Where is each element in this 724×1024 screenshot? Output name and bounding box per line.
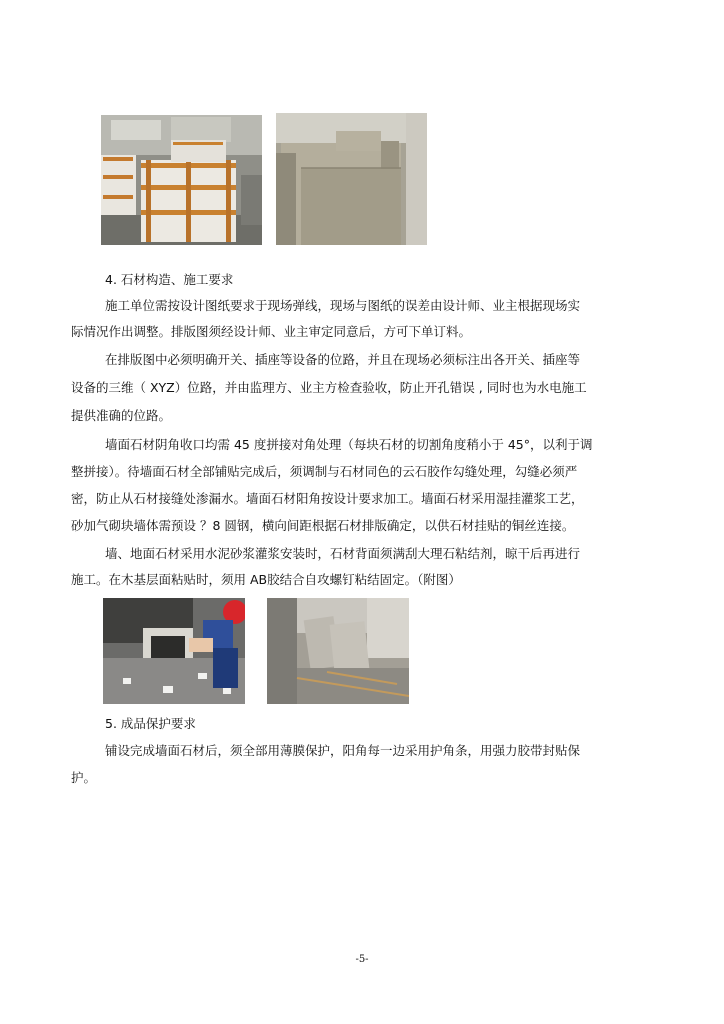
paragraph-line: 铺设完成墙面石材后，须全部用薄膜保护，阳角每一边采用护角条，用强力胶带封贴保 xyxy=(105,743,581,758)
photo-worker-installing xyxy=(103,598,245,704)
paragraph-line: 施工。在木基层面粘贴时，须用 AB胶结合自攻螺钉粘结固定。（附图） xyxy=(71,572,461,587)
paragraph-line: 际情况作出调整。排版图须经设计师、业主审定同意后，方可下单订料。 xyxy=(71,324,472,339)
paragraph-line: 设备的三维（ XYZ）位路，并由监理方、业主方检查验收，防止开孔错误 , 同时也为水电施工 xyxy=(71,380,587,395)
paragraph-line: 墙、地面石材采用水泥砂浆灌浆安装时，石材背面须满刮大理石粘结剂，晾干后再进行 xyxy=(105,546,581,561)
paragraph-line: 整拼接）。待墙面石材全部铺贴完成后，须调制与石材同色的云石胶作勾缝处理，勾缝必须严 xyxy=(71,464,578,479)
paragraph-line: 砂加气砌块墙体需预设 ？8 圆钢，横向间距根据石材排版确定，以供石材挂贴的铜丝连接。 xyxy=(71,518,575,533)
paragraph-line: 施工单位需按设计图纸要求于现场弹线，现场与图纸的误差由设计师、业主根据现场实 xyxy=(105,298,581,313)
paragraph-line: 墙面石材阴角收口均需 45 度拼接对角处理（每块石材的切割角度稍小于 45°，以利于调 xyxy=(105,437,593,452)
photo-stone-crates xyxy=(101,115,262,245)
photo-stone-slabs xyxy=(267,598,409,704)
page-number: -5- xyxy=(355,954,369,965)
paragraph-line: 提供准确的位路。 xyxy=(71,408,172,423)
paragraph-line: 密，防止从石材接缝处渗漏水。墙面石材阳角按设计要求加工。墙面石材采用湿挂灌浆工艺， xyxy=(71,491,584,506)
paragraph-line: 护。 xyxy=(71,770,97,785)
section-4-heading: 4. 石材构造、施工要求 xyxy=(105,272,234,287)
photo-stone-block xyxy=(276,113,427,245)
section-5-heading: 5. 成品保护要求 xyxy=(105,716,196,731)
paragraph-line: 在排版图中必须明确开关、插座等设备的位路，并且在现场必须标注出各开关、插座等 xyxy=(105,352,581,367)
